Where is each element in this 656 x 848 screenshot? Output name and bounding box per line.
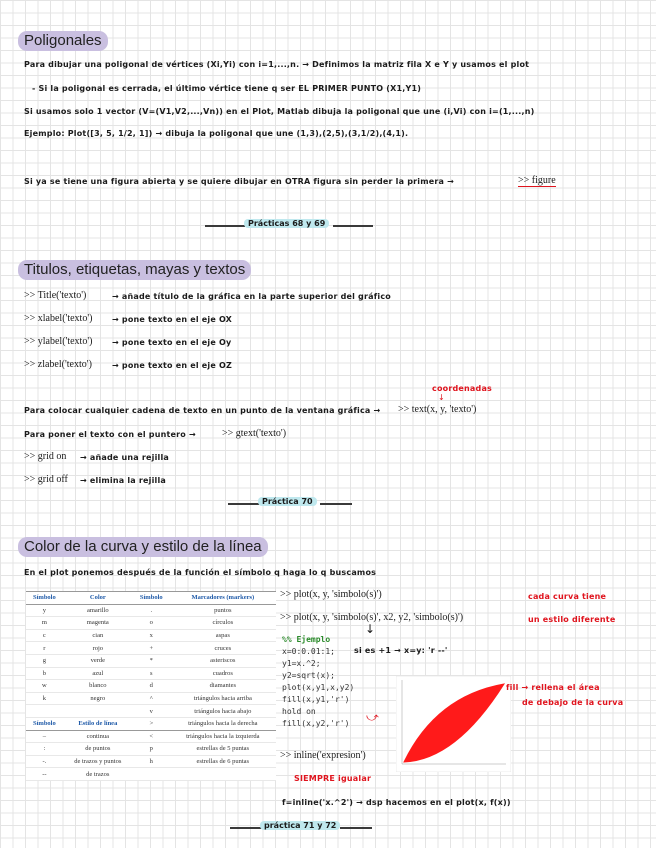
table-cell [170, 768, 276, 781]
table-cell: x [133, 629, 170, 642]
code-line: plot(x,y1,x,y2) [282, 683, 355, 692]
table-cell [63, 705, 133, 718]
arrow-right-icon: ⤻ [366, 710, 379, 724]
table-cell: -. [26, 755, 63, 768]
table-cell: * [133, 654, 170, 667]
table-header: Símbolo [133, 592, 170, 605]
practice-line [340, 827, 372, 829]
red-note: un estilo diferente [528, 615, 616, 624]
practice-line [230, 827, 262, 829]
table-row [26, 642, 276, 655]
fill-plot-figure [396, 676, 511, 772]
table-row [26, 768, 276, 781]
table-cell: k [26, 692, 63, 705]
table-cell: blanco [63, 680, 133, 693]
code-line: y1=x.^2; [282, 659, 321, 668]
table-cell: aspas [170, 629, 276, 642]
table-cell: estrellas de 6 puntas [170, 755, 276, 768]
table-cell [26, 705, 63, 718]
table-row [26, 604, 276, 617]
table-cell: : [26, 743, 63, 756]
table-cell: cuadros [170, 667, 276, 680]
red-note: cada curva tiene [528, 592, 607, 601]
table-header: Estilo de línea [63, 717, 133, 730]
table-cell: g [26, 654, 63, 667]
table-cell: amarillo [63, 604, 133, 617]
table-cell: + [133, 642, 170, 655]
practice-label: Prácticas 68 y 69 [244, 219, 329, 228]
gtext-command: >> gtext('texto') [222, 428, 287, 439]
siempre-note: SIEMPRE igualar [294, 774, 372, 783]
inline-command: >> inline('expresion') [280, 750, 366, 761]
inline-example: f=inline('x.^2') → dsp hacemos en el plot(x, f(x)) [282, 798, 511, 807]
grid-on-command: >> grid on [24, 451, 67, 462]
table-cell: – [26, 730, 63, 743]
table-row [26, 680, 276, 693]
grid-on-desc: → añade una rejilla [80, 453, 170, 462]
arrow-down-icon: ↓ [438, 393, 445, 402]
table-header-row [26, 592, 276, 605]
table-cell: azul [63, 667, 133, 680]
code-line: fill(x,y1,'r') [282, 695, 350, 704]
table-cell: cian [63, 629, 133, 642]
code-line: x=0:0.01:1; [282, 647, 335, 656]
fill-note: de debajo de la curva [522, 698, 624, 707]
section-heading-titulos: Titulos, etiquetas, mayas y textos [18, 260, 251, 280]
code-line: hold on [282, 707, 316, 716]
table-cell: diamantes [170, 680, 276, 693]
plot-command: >> plot(x, y, 'simbolo(s)', x2, y2, 'simbolo(s)') [280, 612, 464, 623]
text-line: - Si la poligonal es cerrada, el último vértice tiene q ser EL PRIMER PUNTO (X1,Y1) [32, 84, 422, 93]
grid-off-command: >> grid off [24, 474, 68, 485]
table-cell: asteriscos [170, 654, 276, 667]
table-cell: continua [63, 730, 133, 743]
table-cell: de trazos y puntos [63, 755, 133, 768]
table-header-row [26, 717, 276, 730]
table-cell: o [133, 617, 170, 630]
plot-command: >> plot(x, y, 'simbolo(s)') [280, 589, 382, 600]
intro-text: En el plot ponemos después de la función el símbolo q haga lo q buscamos [24, 568, 377, 577]
code-line: %% Ejemplo [282, 635, 331, 644]
table-cell: b [26, 667, 63, 680]
table-cell: verde [63, 654, 133, 667]
command: >> ylabel('texto') [24, 336, 93, 347]
figure-command: >> figure [518, 175, 556, 186]
table-row [26, 743, 276, 756]
section-heading-poligonales: Poligonales [18, 31, 108, 51]
coord-note: coordenadas [432, 384, 493, 393]
table-cell: y [26, 604, 63, 617]
table-cell: . [133, 604, 170, 617]
table-row [26, 617, 276, 630]
table-cell: de puntos [63, 743, 133, 756]
practice-line [205, 225, 245, 227]
table-cell: negro [63, 692, 133, 705]
command: >> xlabel('texto') [24, 313, 93, 324]
table-cell: estrellas de 5 puntas [170, 743, 276, 756]
text-line: Para colocar cualquier cadena de texto en un punto de la ventana gráfica → [24, 406, 381, 415]
table-row [26, 629, 276, 642]
fill-note: fill → rellena el área [506, 683, 600, 692]
practice-label: Práctica 70 [258, 497, 317, 506]
command: >> Title('texto') [24, 290, 87, 301]
command-desc: → pone texto en el eje OX [112, 315, 233, 324]
table-cell: d [133, 680, 170, 693]
table-cell: rojo [63, 642, 133, 655]
table-row [26, 705, 276, 718]
table-cell: ^ [133, 692, 170, 705]
text-line: Ejemplo: Plot([3, 5, 1/2, 1]) → dibuja la poligonal que une (1,3),(2,5),(3,1/2),(4,1). [24, 129, 409, 138]
table-cell: < [133, 730, 170, 743]
section-heading-color: Color de la curva y estilo de la línea [18, 537, 268, 557]
table-cell: magenta [63, 617, 133, 630]
note-text: si es +1 → x=y: 'r --' [354, 646, 448, 655]
table-row [26, 692, 276, 705]
practice-label: práctica 71 y 72 [260, 821, 340, 830]
command-desc: → pone texto en el eje OZ [112, 361, 232, 370]
table-cell: m [26, 617, 63, 630]
table-header: Símbolo [26, 717, 63, 730]
text-line: Si ya se tiene una figura abierta y se quiere dibujar en OTRA figura sin perder la primera → [24, 177, 455, 186]
table-row [26, 654, 276, 667]
command-desc: → pone texto en el eje Oy [112, 338, 232, 347]
table-cell: cruces [170, 642, 276, 655]
table-cell [133, 768, 170, 781]
text-line: Para poner el texto con el puntero → [24, 430, 196, 439]
table-cell: triángulos hacia la izquierda [170, 730, 276, 743]
practice-line [228, 503, 260, 505]
table-cell: triángulos hacia abajo [170, 705, 276, 718]
table-header: Símbolo [26, 592, 63, 605]
table-cell: triángulos hacia la derecha [170, 717, 276, 730]
table-cell: -- [26, 768, 63, 781]
table-cell: w [26, 680, 63, 693]
table-header: Color [63, 592, 133, 605]
code-line: y2=sqrt(x); [282, 671, 335, 680]
table-cell: círculos [170, 617, 276, 630]
table-cell: v [133, 705, 170, 718]
table-cell: puntos [170, 604, 276, 617]
table-cell: p [133, 743, 170, 756]
table-cell: de trazos [63, 768, 133, 781]
table-cell: > [133, 717, 170, 730]
text-command: >> text(x, y, 'texto') [398, 404, 477, 415]
text-line: Para dibujar una poligonal de vértices (Xi,Yi) con i=1,...,n. → Definimos la matriz fila X e Y y usamos el plot [24, 60, 530, 69]
practice-line [333, 225, 373, 227]
code-line: fill(x,y2,'r') [282, 719, 350, 728]
table-header: Marcadores (markers) [170, 592, 276, 605]
table-row [26, 755, 276, 768]
table-row [26, 667, 276, 680]
practice-line [320, 503, 352, 505]
table-cell: s [133, 667, 170, 680]
table-cell: triángulos hacia arriba [170, 692, 276, 705]
table-cell: c [26, 629, 63, 642]
symbols-table [26, 591, 276, 781]
command: >> zlabel('texto') [24, 359, 92, 370]
text-line: Si usamos solo 1 vector (V=(V1,V2,...,Vn)) en el Plot, Matlab dibuja la poligonal que une (i,Vi) con i=(1,...,n) [24, 107, 535, 116]
table-cell: h [133, 755, 170, 768]
grid-off-desc: → elimina la rejilla [80, 476, 167, 485]
arrow-down-icon: ↓ [365, 622, 376, 636]
table-row [26, 730, 276, 743]
table-cell: r [26, 642, 63, 655]
command-desc: → añade título de la gráfica en la parte superior del gráfico [112, 292, 391, 301]
